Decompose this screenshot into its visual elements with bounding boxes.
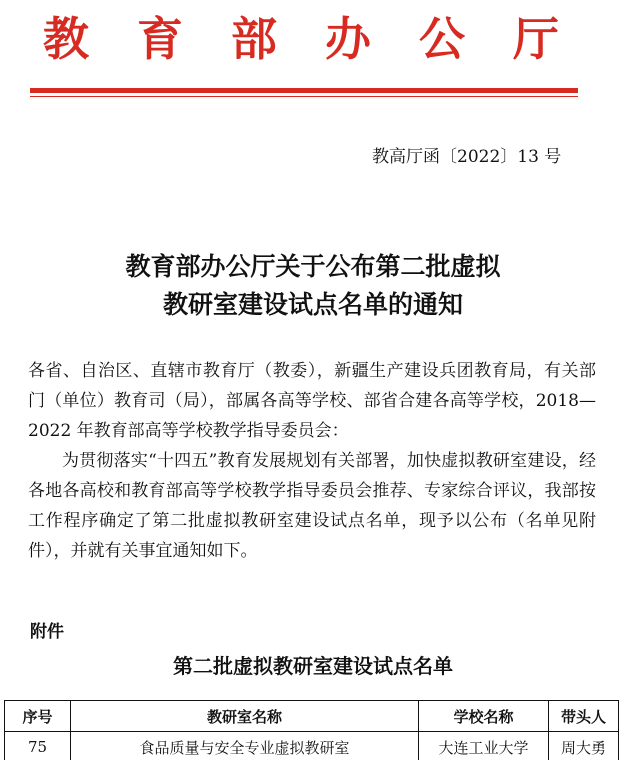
notice-title-line-2: 教研室建设试点名单的通知 (162, 290, 463, 319)
red-separator-thick (30, 88, 578, 93)
appendix-title: 第二批虚拟教研室建设试点名单 (173, 654, 453, 678)
row-school: 大连工业大学 (419, 732, 549, 760)
column-header-leader: 带头人 (549, 701, 619, 732)
table-row (5, 732, 619, 760)
header-char: 办 (325, 12, 371, 66)
red-separator-thin (30, 96, 578, 97)
column-header-lab-name: 教研室名称 (71, 701, 419, 732)
header-char: 公 (419, 12, 465, 66)
notice-title (0, 248, 626, 324)
issuing-authority-header (36, 8, 566, 70)
document-number: 教高厅函〔2022〕13 号 (372, 147, 562, 167)
header-char: 教 (43, 12, 89, 66)
notice-title-line-1: 教育部办公厅关于公布第二批虚拟 (125, 252, 501, 281)
header-char: 育 (137, 12, 183, 66)
notice-body (28, 356, 596, 566)
column-header-number: 序号 (5, 701, 71, 732)
row-lab-name: 食品质量与安全专业虚拟教研室 (71, 732, 419, 760)
pilot-list-table (4, 700, 619, 760)
body-paragraph: 为贯彻落实“十四五”教育发展规划有关部署，加快虚拟教研室建设，经各地各高校和教育部高等学校教学指导委员会推荐、专家综合评议，我部按工作程序确定了第二批虚拟教研室建设试点名单，现予以公布（名单见附件），并就有关事宜通知如下。 (28, 451, 596, 561)
table-header-row (5, 701, 619, 732)
row-leader: 周大勇 (549, 732, 619, 760)
recipient-list: 各省、自治区、直辖市教育厅（教委），新疆生产建设兵团教育局，有关部门（单位）教育司（局），部属各高等学校、部省合建各高等学校，2018—2022 年教育部高等学校教学指导委员会： (28, 361, 596, 441)
row-number: 75 (5, 732, 71, 760)
header-char: 厅 (513, 12, 559, 66)
header-char: 部 (231, 12, 277, 66)
appendix-label: 附件 (30, 622, 64, 642)
column-header-school: 学校名称 (419, 701, 549, 732)
